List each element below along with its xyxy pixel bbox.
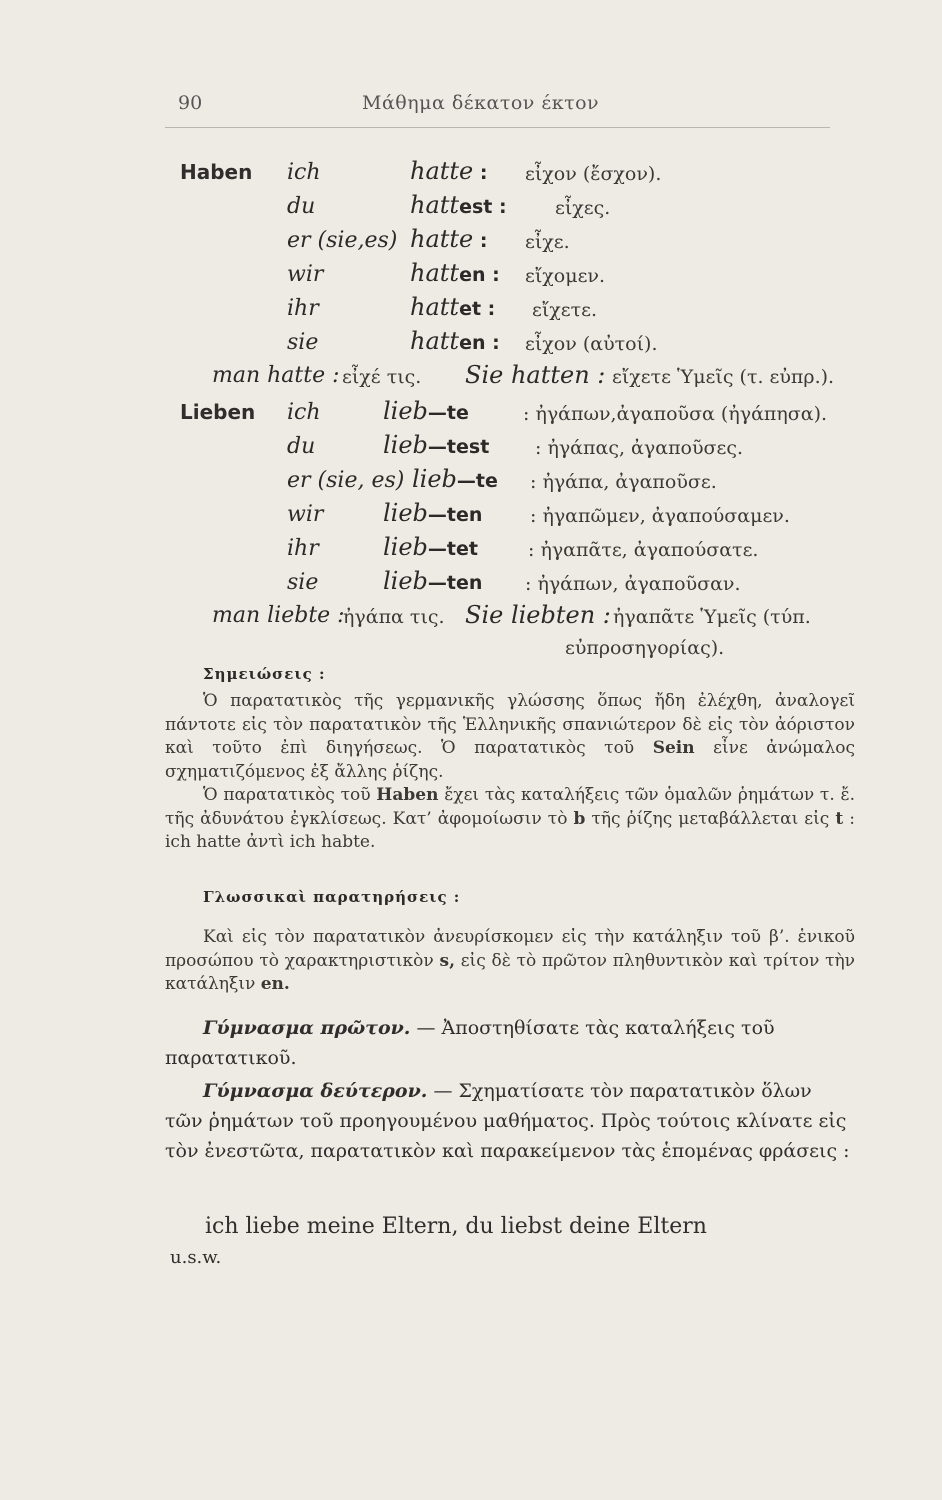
greek-translation: εἶχον (αὐτοί). — [525, 333, 658, 355]
ending: —test — [427, 436, 490, 458]
man-greek: εἶχέ τις. — [342, 366, 422, 388]
note-paragraph-1 — [165, 690, 855, 784]
sie-form: Sie hatten : — [465, 361, 606, 389]
note-text: : ich hatte ἀντὶ ich habte. — [165, 808, 855, 852]
exercise-1 — [165, 1013, 855, 1073]
verb-form: hatten : — [410, 259, 500, 287]
note-keyword: Haben — [376, 785, 439, 805]
verb-form — [383, 567, 482, 595]
note-text: ἔχει τὰς καταλήξεις τῶν ὁμαλῶν ῥημάτων τ. ἔ. τῆς ἀδυνάτου ἐγκλίσεως. Κατ’ ἀφομοίωσιν τὸ — [165, 785, 855, 829]
verb-lieben-label: Lieben — [180, 400, 256, 424]
greek-translation: : ἠγάπας, ἀγαποῦσες. — [535, 437, 744, 459]
ending: —ten — [427, 572, 483, 594]
stem: hatt — [410, 259, 460, 287]
verb-haben-label: Haben — [180, 160, 253, 184]
note-text: Ὁ παρατατικὸς τοῦ — [203, 785, 371, 805]
stem: lieb — [383, 397, 428, 425]
man-form: man hatte : — [212, 363, 340, 388]
verb-form: hatten : — [410, 327, 500, 355]
pronoun: wir — [287, 262, 324, 287]
gloss-keyword: s, — [439, 950, 455, 971]
pronoun: er (sie,es) — [287, 228, 398, 253]
gloss-text: εἰς δὲ τὸ πρῶτον πληθυντικὸν καὶ τρίτον τὴν κατάληξιν — [165, 950, 856, 994]
stem: hatt — [410, 191, 460, 219]
sie-greek: ἠγαπᾶτε Ὑμεῖς (τύπ. — [613, 606, 811, 628]
pronoun: du — [287, 194, 316, 219]
verb-form — [383, 431, 489, 459]
stem: lieb — [412, 465, 457, 493]
pronoun: du — [287, 434, 316, 459]
sie-greek: εἴχετε Ὑμεῖς (τ. εὐπρ.). — [612, 366, 835, 388]
pronoun: sie — [287, 330, 319, 355]
pronoun: wir — [287, 502, 324, 527]
page-number: 90 — [178, 92, 203, 114]
gloss-keyword: en. — [260, 974, 290, 994]
sie-greek-cont: εὐπροσηγορίας). — [565, 637, 725, 659]
note-keyword: b — [573, 808, 586, 829]
greek-translation: : ἠγαπᾶτε, ἀγαπούσατε. — [528, 539, 759, 561]
greek-translation: : ἠγαπῶμεν, ἀγαπούσαμεν. — [530, 505, 790, 527]
ending: —ten — [427, 504, 483, 526]
greek-translation: : ἠγάπα, ἀγαποῦσε. — [530, 471, 717, 493]
example-etc: u.s.w. — [170, 1247, 222, 1268]
stem: lieb — [383, 567, 428, 595]
greek-translation: εἶχον (ἔσχον). — [525, 163, 662, 185]
greek-translation: : ἠγάπων,ἀγαποῦσα (ἠγάπησα). — [523, 403, 828, 425]
page-title: Μάθημα δέκατον έκτον — [362, 92, 600, 114]
pronoun: ich — [287, 160, 321, 185]
note-text: Ὁ παρατατικὸς τῆς γερμανικῆς γλώσσης ὅπως ἤδη ἐλέχθη, ἀναλογεῖ πάντοτε εἰς τὸν παρατατικὸν τῆς Ἑλληνικῆς σπανιώτερον δὲ εἰς τὸν ἀόριστον καὶ τοῦτο ἐπὶ διηγήσεως. Ὁ παρατατικὸς τοῦ — [165, 691, 855, 758]
notes-heading: Σημειώσεις : — [203, 665, 326, 683]
note-text: εἶνε ἀνώμαλος σχηματιζόμενος ἐξ ἄλλης ῥίζης. — [165, 738, 856, 782]
stem: hatt — [410, 327, 460, 355]
exercise-2-text: — Σχηματίσατε τὸν παρατατικὸν ὅλων τῶν ῥημάτων τοῦ προηγουμένου μαθήματος. Πρὸς τούτοις κλίνατε εἰς τὸν ἐνεστῶτα, παρατατικὸν καὶ παρακείμενον τὰς ἑπομένας φράσεις : — [165, 1080, 850, 1162]
exercise-2 — [165, 1076, 855, 1166]
ending: et — [459, 298, 482, 320]
ending: —te — [456, 470, 498, 492]
ending: est — [459, 196, 493, 218]
greek-translation: : ἠγάπων, ἀγαποῦσαν. — [525, 573, 741, 595]
gloss-text: Καὶ εἰς τὸν παρατατικὸν ἀνευρίσκομεν εἰς τὴν κατάληξιν τοῦ β’. ἑνικοῦ προσώπου τὸ χαρακτηριστικὸν — [165, 927, 855, 971]
stem: lieb — [383, 499, 428, 527]
notes-body — [165, 690, 855, 855]
stem: lieb — [383, 533, 428, 561]
pronoun: er (sie, es) — [287, 468, 405, 493]
verb-form: hattest : — [410, 191, 507, 219]
verb-form — [383, 397, 469, 425]
exercise-1-title: Γύμνασμα πρῶτον. — [203, 1017, 411, 1039]
exercise-1-text: — Ἀποστηθίσατε τὰς καταλήξεις τοῦ παρατατικοῦ. — [165, 1017, 775, 1069]
gloss-heading: Γλωσσικαὶ παρατηρήσεις : — [203, 888, 461, 906]
verb-form: hatte : — [410, 157, 488, 185]
pronoun: ich — [287, 400, 321, 425]
stem: hatt — [410, 293, 460, 321]
ending: —te — [427, 402, 469, 424]
gloss-body — [165, 926, 855, 997]
greek-translation: εἴχετε. — [532, 299, 598, 321]
verb-form — [383, 533, 478, 561]
header-rule — [165, 127, 830, 128]
example-phrase: ich liebe meine Eltern, du liebst deine Eltern — [205, 1214, 707, 1239]
stem: hatte — [410, 157, 474, 185]
man-form: man liebte : — [212, 603, 345, 628]
gloss-paragraph — [165, 926, 855, 997]
exercise-2-title: Γύμνασμα δεύτερον. — [203, 1080, 428, 1102]
greek-translation: εἶχε. — [525, 231, 570, 253]
verb-form: hatte : — [410, 225, 488, 253]
pronoun: ihr — [287, 536, 319, 561]
man-greek: ἠγάπα τις. — [343, 606, 445, 628]
greek-translation: εἴχομεν. — [525, 265, 606, 287]
note-text: τῆς ῥίζης μεταβάλλεται εἰς — [591, 808, 830, 829]
verb-form — [412, 465, 498, 493]
ending: en — [459, 264, 486, 286]
ending: en — [459, 332, 486, 354]
sie-form: Sie liebten : — [465, 601, 611, 629]
stem: lieb — [383, 431, 428, 459]
pronoun: sie — [287, 570, 319, 595]
note-paragraph-2 — [165, 784, 855, 855]
verb-form — [383, 499, 482, 527]
verb-form: hattet : — [410, 293, 496, 321]
note-keyword: Sein — [652, 738, 695, 758]
greek-translation: εἶχες. — [555, 197, 611, 219]
pronoun: ihr — [287, 296, 319, 321]
ending: —tet — [427, 538, 478, 560]
note-keyword: t — [835, 808, 844, 829]
stem: hatte — [410, 225, 474, 253]
